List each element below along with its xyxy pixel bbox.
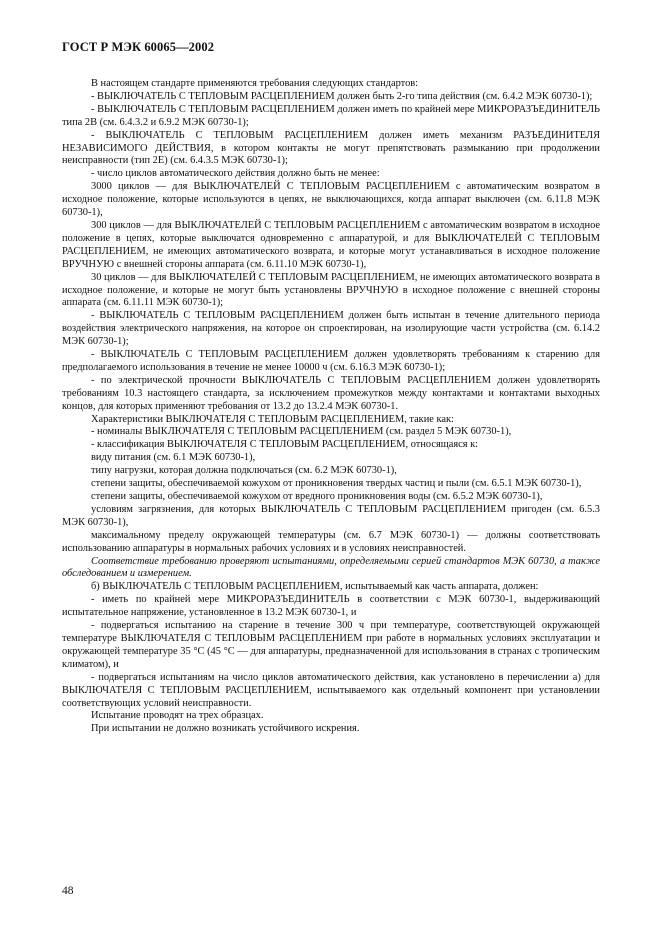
paragraph: При испытании не должно возникать устойчивого искрения.: [91, 723, 360, 735]
paragraph: В настоящем стандарте применяются требования следующих стандартов:: [91, 78, 419, 89]
paragraph: б) ВЫКЛЮЧАТЕЛЬ С ТЕПЛОВЫМ РАСЦЕПЛЕНИЕМ, испытываемый как часть аппарата, должен:: [91, 581, 539, 593]
document-header: ГОСТ Р МЭК 60065—2002: [62, 40, 215, 54]
paragraph: - иметь по крайней мере МИКРОРАЗЪЕДИНИТЕЛЬ в соответствии с МЭК 60730-1, выдерживающий испытательное напряжение, установленное в 13.2 МЭК 60730-1, и: [62, 594, 600, 619]
paragraph: - ВЫКЛЮЧАТЕЛЬ С ТЕПЛОВЫМ РАСЦЕПЛЕНИЕМ должен иметь механизм РАЗЪЕДИНИТЕЛЯ НЕЗАВИСИМОГО ДЕЙСТВИЯ, в котором контакты не могут препятствовать размыканию при продолжении неисправности (тип 2Е) (см. 6.4.3.5 МЭК 60730-1);: [62, 129, 600, 167]
paragraph: степени защиты, обеспечиваемой кожухом от вредного проникновения воды (см. 6.5.2 МЭК 60730-1),: [91, 491, 543, 502]
paragraph: - классификация ВЫКЛЮЧАТЕЛЯ С ТЕПЛОВЫМ РАСЦЕПЛЕНИЕМ, относящаяся к:: [91, 439, 479, 451]
paragraph: 30 циклов — для ВЫКЛЮЧАТЕЛЕЙ С ТЕПЛОВЫМ РАСЦЕПЛЕНИЕМ, не имеющих автоматического возврата в исходное положение, и которые не могут быть установлены ВРУЧНУЮ в исходное положение с внешней стороны аппарата (см. 6.11.11 МЭК 60730-1);: [62, 271, 600, 309]
paragraph: Испытание проводят на трех образцах.: [91, 710, 264, 722]
paragraph: - номиналы ВЫКЛЮЧАТЕЛЯ С ТЕПЛОВЫМ РАСЦЕПЛЕНИЕМ (см. раздел 5 МЭК 60730-1),: [91, 426, 512, 438]
paragraph: 300 циклов — для ВЫКЛЮЧАТЕЛЕЙ С ТЕПЛОВЫМ РАСЦЕПЛЕНИЕМ с автоматическим возвратом в исходное положение в цепях, которые выключатся одновременно с аппаратурой, и для ВЫКЛЮЧАТЕЛЕЙ С ТЕПЛОВЫМ РАСЦЕПЛЕНИЕМ, не имеющих автоматического возврата, и которые могут устанавливаться в исходное положение ВРУЧНУЮ с внешней стороны аппарата (см. 6.11.10 МЭК 60730-1),: [62, 219, 600, 270]
paragraph: - число циклов автоматического действия должно быть не менее:: [91, 168, 380, 180]
paragraph: виду питания (см. 6.1 МЭК 60730-1),: [91, 452, 256, 464]
paragraph: максимальному пределу окружающей температуры (см. 6.7 МЭК 60730-1) — должны соответствовать использованию аппаратуры в нормальных рабочих условиях и в условиях неисправностей.: [62, 529, 600, 554]
page-number: 48: [62, 885, 74, 897]
paragraph: условиям загрязнения, для которых ВЫКЛЮЧАТЕЛЬ С ТЕПЛОВЫМ РАСЦЕПЛЕНИЕМ пригоден (см. 6.5.3 МЭК 60730-1),: [62, 503, 600, 528]
paragraph: 3000 циклов — для ВЫКЛЮЧАТЕЛЕЙ С ТЕПЛОВЫМ РАСЦЕПЛЕНИЕМ с автоматическим возвратом в исходное положение, которые используются в цепях, не выключающихся, когда аппарат выключен (см. 6.11.8 МЭК 60730-1),: [62, 181, 600, 219]
paragraph: - подвергаться испытанию на старение в течение 300 ч при температуре, соответствующей окружающей температуре ВЫКЛЮЧАТЕЛЯ С ТЕПЛОВЫМ РАСЦЕПЛЕНИЕМ при работе в нормальных условиях эксплуатации и окружающей температуре 35 °С (45 °С — для аппаратуры, предназначенной для использования в странах с тропическим климатом), и: [62, 620, 600, 670]
paragraph: Характеристики ВЫКЛЮЧАТЕЛЯ С ТЕПЛОВЫМ РАСЦЕПЛЕНИЕМ, такие как:: [91, 413, 454, 425]
paragraph: - подвергаться испытаниям на число циклов автоматического действия, как установлено в перечислении а) для ВЫКЛЮЧАТЕЛЯ С ТЕПЛОВЫМ РАСЦЕПЛЕНИЕМ, испытываемого как отдельный компонент при установлении соответствующих условий неисправности.: [62, 671, 600, 709]
paragraph: - ВЫКЛЮЧАТЕЛЬ С ТЕПЛОВЫМ РАСЦЕПЛЕНИЕМ должен удовлетворять требованиям к старению для предполагаемого использования в течение не менее 10000 ч (см. 6.16.3 МЭК 60730-1);: [62, 349, 600, 373]
paragraph: - ВЫКЛЮЧАТЕЛЬ С ТЕПЛОВЫМ РАСЦЕПЛЕНИЕМ должен быть испытан в течение длительного периода воздействия электрического напряжения, на которое он спроектирован, на изолирующие части устройства (см. 6.14.2 МЭК 60730-1);: [62, 310, 600, 348]
paragraph: - ВЫКЛЮЧАТЕЛЬ С ТЕПЛОВЫМ РАСЦЕПЛЕНИЕМ должен быть 2-го типа действия (см. 6.4.2 МЭК 60730-1);: [91, 90, 593, 102]
document-body: [62, 78, 600, 736]
paragraph: - ВЫКЛЮЧАТЕЛЬ С ТЕПЛОВЫМ РАСЦЕПЛЕНИЕМ должен иметь по крайней мере МИКРОРАЗЪЕДИНИТЕЛЬ типа 2В (см. 6.4.3.2 и 6.9.2 МЭК 60730-1);: [62, 103, 600, 128]
compliance-note: Соответствие требованию проверяют испытаниями, определяемыми серией стандартов МЭК 60730, а также обследованием и измерением.: [62, 555, 600, 580]
paragraph: типу нагрузки, которая должна подключаться (см. 6.2 МЭК 60730-1),: [91, 465, 397, 477]
paragraph: степени защиты, обеспечиваемой кожухом от проникновения твердых частиц и пыли (см. 6.5.1 МЭК 60730-1),: [91, 478, 582, 490]
paragraph: - по электрической прочности ВЫКЛЮЧАТЕЛЬ С ТЕПЛОВЫМ РАСЦЕПЛЕНИЕМ должен удовлетворять требованиям 10.3 настоящего стандарта, за исключением промежутков между контактами и контактами выходных концов, для которых применяют требования от 13.2 до 13.2.4 МЭК 60730-1.: [62, 374, 600, 412]
